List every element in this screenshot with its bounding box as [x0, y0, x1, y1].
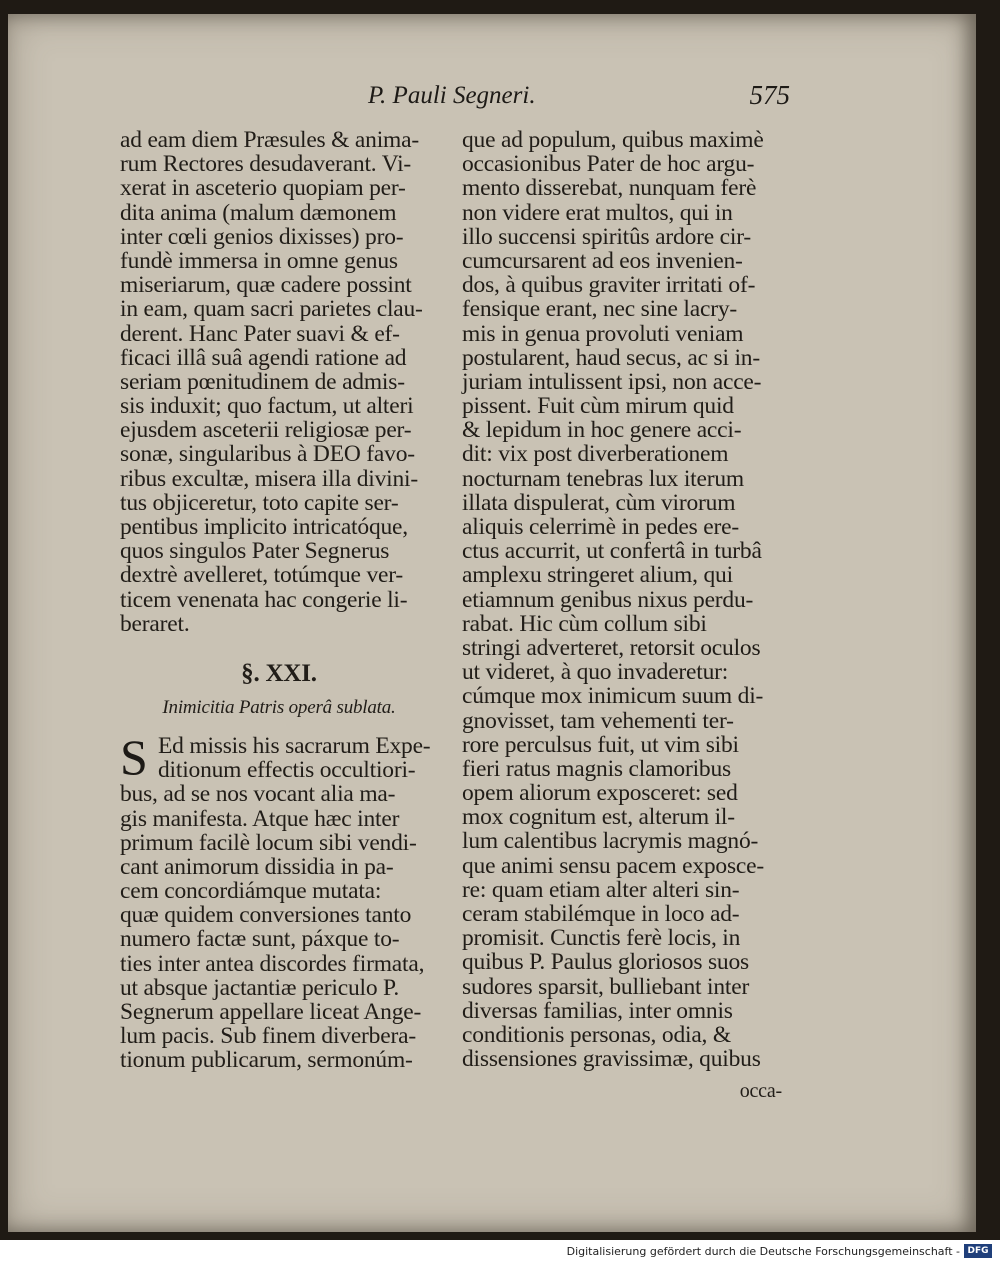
text-line: fundè immersa in omne genus	[120, 247, 398, 274]
text-line: juriam intulissent ipsi, non acce-	[462, 368, 762, 395]
text-line: ceram stabilémque in loco ad-	[462, 901, 740, 927]
text-line: occasionibus Pater de hoc argu-	[462, 151, 755, 178]
text-line: illata dispulerat, cùm virorum	[462, 489, 736, 516]
text-line: miseriarum, quæ cadere possint	[120, 272, 412, 299]
text-line: opem aliorum exposceret: sed	[462, 780, 738, 807]
left-column	[120, 128, 438, 1073]
text-line: lum pacis. Sub finem diverbera-	[120, 1023, 416, 1050]
right-column-text	[462, 128, 792, 1071]
dropcap-paragraph	[120, 728, 438, 785]
text-line: cúmque mox inimicum suum di-	[462, 683, 764, 710]
book-page	[8, 14, 976, 1232]
dfg-logo: DFG	[964, 1244, 992, 1258]
text-line: sonæ, singularibus à DEO favo-	[120, 441, 415, 468]
text-line: sis induxit; quo factum, ut alteri	[120, 393, 414, 420]
left-column-text-bottom	[120, 782, 438, 1072]
text-line: mis in genua provoluti veniam	[462, 320, 744, 347]
text-line: rore perculsus fuit, ut vim sibi	[462, 731, 739, 758]
text-line: & lepidum in hoc genere acci-	[462, 417, 742, 444]
left-column-text	[120, 128, 438, 636]
text-line: ties inter antea discordes firmata,	[120, 950, 425, 977]
text-line: derent. Hanc Pater suavi & ef-	[120, 320, 400, 347]
text-line: rabat. Hic cùm collum sibi	[462, 610, 707, 637]
text-line: conditionis personas, odia, &	[462, 1021, 731, 1048]
text-line: illo succensi spiritûs ardore cir-	[462, 223, 752, 250]
text-line: quæ quidem conversiones tanto	[120, 902, 412, 929]
text-line: ticem venenata hac congerie li-	[120, 586, 408, 613]
text-line: numero factæ sunt, páxque to-	[120, 926, 400, 953]
text-line: fensique erant, nec sine lacry-	[462, 296, 738, 323]
text-line: tionum publicarum, sermonúm-	[120, 1047, 413, 1074]
text-line: nocturnam tenebras lux iterum	[462, 465, 744, 492]
text-line: dos, à quibus graviter irritati of-	[462, 272, 756, 299]
text-line: seriam pœnitudinem de admis-	[120, 368, 405, 395]
text-line: ut absque jactantiæ periculo P.	[120, 974, 400, 1001]
text-line: lum calentibus lacrymis magnó-	[462, 828, 759, 855]
text-line: que ad populum, quibus maximè	[462, 127, 764, 153]
text-line: mento disserebat, nunquam ferè	[462, 175, 757, 202]
text-line: primum facilè locum sibi vendi-	[120, 829, 417, 856]
text-line: beraret.	[120, 610, 190, 637]
text-line: stringi adverteret, retorsit oculos	[462, 634, 761, 661]
right-column	[462, 128, 792, 1104]
text-line: bus, ad se nos vocant alia ma-	[120, 781, 396, 808]
dropcap-letter: S	[120, 728, 148, 785]
text-line: Segnerum appellare liceat Angе-	[120, 999, 422, 1025]
text-line: quibus P. Paulus gloriosos suos	[462, 949, 749, 976]
text-line: in eam, quam sacri parietes clau-	[120, 296, 423, 323]
section-heading: §. XXI.	[241, 659, 317, 687]
text-line: quos singulos Pater Segnerus	[120, 538, 390, 565]
text-line: etiamnum genibus nixus perdu-	[462, 586, 754, 613]
text-line: re: quam etiam alter alteri sin-	[462, 876, 740, 903]
text-line: inter cœli genios dixisses) pro-	[120, 223, 404, 250]
text-line: promisit. Cunctis ferè locis, in	[462, 925, 741, 952]
text-line: dita anima (malum dæmonem	[120, 199, 397, 226]
text-line: rum Rectores desudaverant. Vi-	[120, 151, 412, 178]
text-line: pentibus implicito intricatóque,	[120, 514, 408, 540]
text-line: xerat in asceterio quopiam per-	[120, 175, 406, 202]
catchword: occa-	[739, 1080, 782, 1103]
text-line: cumcursarent ad eos invenien-	[462, 247, 743, 274]
text-line: tus objiceretur, toto capite ser-	[120, 489, 399, 516]
page-header	[8, 74, 976, 124]
text-line: mox cognitum est, alterum il-	[462, 804, 735, 831]
text-line: sudores sparsit, bulliebant inter	[462, 973, 750, 1000]
text-line: gis manifesta. Atque hæc inter	[120, 805, 400, 832]
text-line: pissent. Fuit cùm mirum quid	[462, 393, 734, 420]
text-line: ad eam diem Præsules & anima-	[120, 127, 419, 153]
text-line: ejusdem asceterii religiosæ per-	[120, 417, 412, 444]
text-line: amplexu stringeret alium, qui	[462, 562, 733, 589]
text-line: gnovisset, tam vehementi ter-	[462, 707, 734, 734]
text-line: non videre erat multos, qui in	[462, 199, 733, 226]
page-number: 575	[749, 80, 790, 110]
text-line: que animi sensu pacem exposce-	[462, 852, 765, 879]
text-line: dit: vix post diverberationem	[462, 441, 729, 468]
text-line: postularent, haud secus, ac si in-	[462, 344, 760, 371]
text-line: aliquis celerrimè in pedes ere-	[462, 514, 739, 540]
funding-credit: Digitalisierung gefördert durch die Deutsche Forschungsgemeinschaft -	[566, 1245, 960, 1258]
text-line: cem concordiámque mutata:	[120, 878, 382, 905]
section-subtitle: Inimicitia Patris operâ sublata.	[162, 696, 396, 718]
text-line: diversas familias, inter omnis	[462, 997, 733, 1024]
text-line: ditionum effectis occultiori-	[158, 757, 416, 784]
text-line: ctus accurrit, ut confertâ in turbâ	[462, 538, 762, 565]
text-line: dissensiones gravissimæ, quibus	[462, 1046, 761, 1073]
text-line: Ed missis his sacrarum Expe-	[158, 732, 431, 759]
text-line: dextrè avelleret, totúmque ver-	[120, 562, 404, 589]
text-line: ut videret, à quo invaderetur:	[462, 659, 729, 686]
text-line: ficaci illâ suâ agendi ratione ad	[120, 344, 407, 371]
text-line: cant animorum dissidia in pa-	[120, 853, 394, 880]
running-head: P. Pauli Segneri.	[368, 82, 536, 109]
text-line: fieri ratus magnis clamoribus	[462, 755, 731, 782]
text-line: ribus excultæ, misera illa divini-	[120, 465, 418, 492]
footer-bar	[0, 1240, 1000, 1264]
